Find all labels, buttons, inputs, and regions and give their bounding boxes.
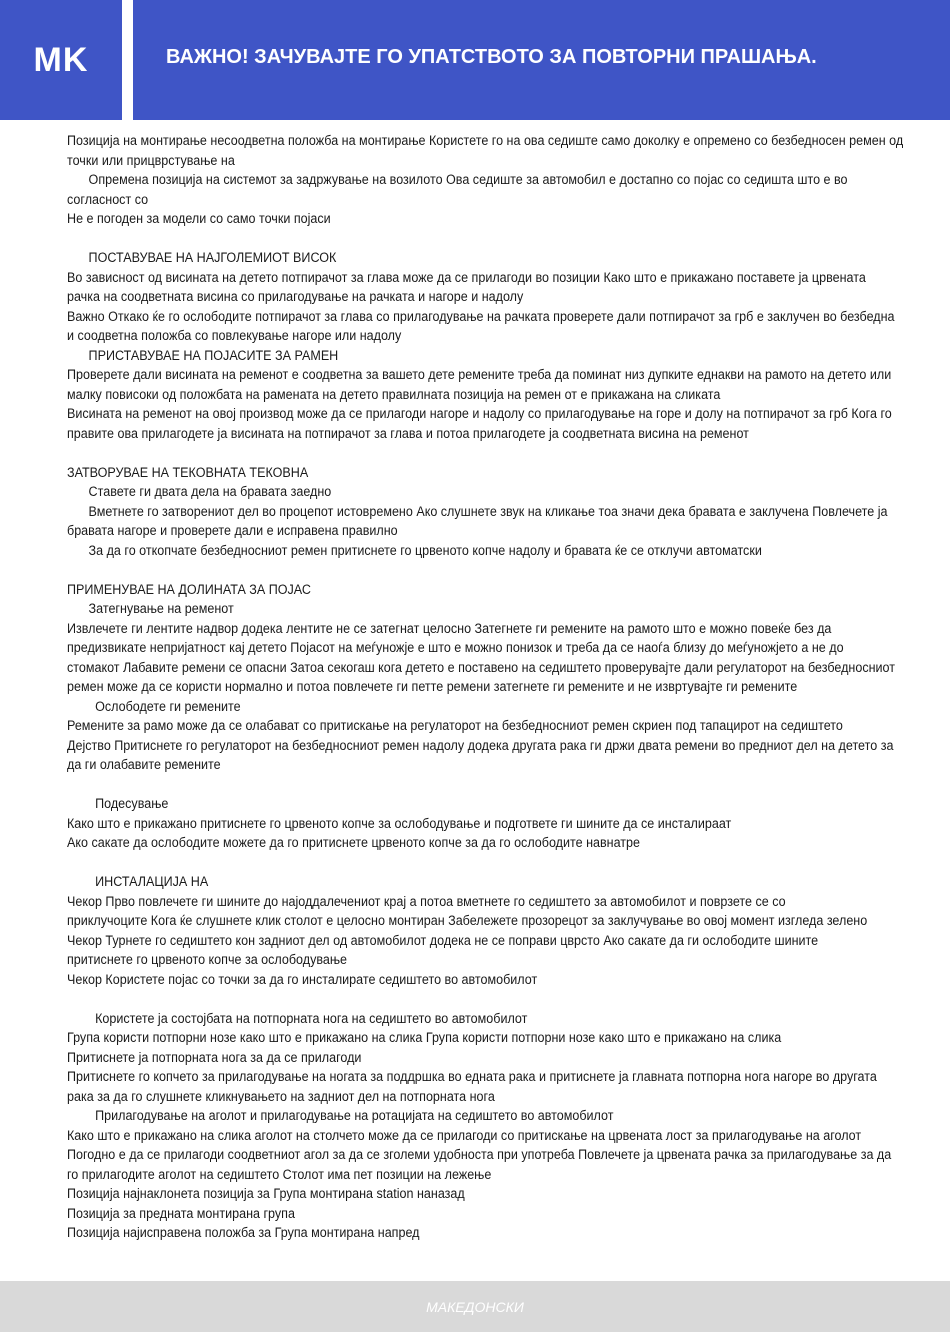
page-footer [0,1281,950,1332]
language-code: MK [33,40,89,79]
text-line: Позиција на монтирање несоодветна положба на монтирање Користете го на ова седиште само доколку е опремено со безбедносен ремен од [67,133,904,148]
text-line: Притиснете ја потпорната нога за да се прилагоди [67,1049,362,1065]
section-heading: ПОСТАВУВАЕ НА НАЈГОЛЕМИОТ ВИСОК [88,250,337,265]
subheading: Користете ја состојбата на потпорната нога на седиштето во автомобилот [95,1010,528,1026]
subheading: Подесување [95,796,169,811]
text-line: предизвикате непријатност кај детето Појасот на меѓуножје е што е можно понизок и треба да се наоѓа близу до меѓуножјето а не до [67,640,844,655]
text-line: Вметнете го затворениот дел во процепот истовремено Ако слушнете звук на кликање тоа значи дека бравата е заклучена Повлечете ја [88,503,888,519]
section-heading: ПРИСТАВУВАЕ НА ПОЈАСИТЕ ЗА РАМЕН [88,347,339,363]
text-line: точки или прицврстување на [67,152,235,168]
section-heading: ИНСТАЛАЦИЈА НА [95,874,209,889]
text-line: да ги олабавите ремените [67,757,221,772]
text-line: и соодветна положба со повлекување нагоре или надолу [67,328,402,343]
text-line: Група користи потпорни нозе како што е прикажано на слика Група користи потпорни нозе како што е прикажано на слика [67,1030,782,1045]
text-line: Висината на ременот на овој производ може да се прилагоди нагоре и надолу со прилагодување на горе и долу на потпирачот за грб Кога го [67,406,892,421]
text-line: Не е погоден за модели со само точки појаси [67,211,331,226]
text-line: Во зависност од висината на детето потпирачот за глава може да се прилагоди во позиции Како што е прикажано поставете ја црвената [67,269,866,285]
text-line: бравата нагоре и проверете дали е исправена правилно [67,523,398,538]
text-line: Позиција за предната монтирана група [67,1205,295,1221]
text-line: Како што е прикажано на слика аголот на столчето може да се прилагоди со притискање на црвената лост за прилагодување на аголот [67,1127,862,1143]
instructions-body [67,131,904,1243]
page-title: ВАЖНО! ЗАЧУВАЈТЕ ГО УПАТСТВОТО ЗА ПОВТОРНИ ПРАШАЊА. [166,45,817,68]
text-line: правите ова прилагодете ја висината на потпирачот за глава и потоа прилагодете ја соодветната висина на ременот [67,425,749,441]
text-line: рачка на соодветната висина со прилагодување на рачката и нагоре и надолу [67,289,524,304]
subheading: Ослободете ги ремените [95,698,241,714]
text-line: Извлечете ги лентите надвор додека лентите не се затегнат целосно Затегнете ги ремените на рамото што е можно повеќе без да [67,620,832,636]
text-line: Важно Откако ќе го ослободите потпирачот за глава со прилагодување на рачката проверете дали потпирачот за грб е заклучен во безбедна [67,308,895,324]
section-heading: ПРИМЕНУВАЕ НА ДОЛИНАТА ЗА ПОЈАС [67,581,311,597]
text-line: Проверете дали висината на ременот е соодветна за вашето дете ремените треба да поминат низ дупките еднакви на рамото на детето или [67,367,892,382]
page-header [0,0,950,120]
text-line: го прилагодите аголот на седиштето Столот има пет позиции на лежење [67,1166,492,1182]
language-badge [0,0,122,120]
text-line: Ремените за рамо може да се олабават со притискање на регулаторот на безбедносниот ремен скриен под тапацирот на седиштето [67,718,843,733]
text-line: Погодно е да се прилагоди соодветниот агол за да се зголеми удобноста при употреба Повлечете ја црвената рачка за прилагодување за да [67,1147,892,1162]
text-line: стомакот Лабавите ремени се опасни Затоа секогаш кога детето е поставено на седиштето проверувајте дали регулаторот на безбедносниот [67,659,896,675]
text-line: рака за да го слушнете кликнувањето на задниот дел на потпорната нога [67,1088,495,1104]
section-heading: ЗАТВОРУВАЕ НА ТЕКОВНАТА ТЕКОВНА [67,464,309,480]
text-line: За да го откопчате безбедносниот ремен притиснете го црвеното копче надолу и бравата ќе се отклучи автоматски [88,542,762,558]
text-line: Ако сакате да ослободите можете да го притиснете црвеното копче за да го ослободите навнатре [67,835,640,850]
text-line: малку повисоки од положбата на рамената на детето правилната позиција на ремен от е прикажана на сликата [67,386,721,402]
text-line: согласност со [67,191,149,207]
text-line: Дејство Притиснете го регулаторот на безбедносниот ремен надолу додека другата рака ги држи двата ремени во предниот дел на детето за [67,737,894,753]
text-line: Позиција најнаклонета позиција за Група монтирана station наназад [67,1186,465,1201]
text-line: ремен може да се користи нормално и потоа повлечете ги петте ремени затегнете ги ремените и не извртувајте ги ремените [67,679,798,694]
text-line: Чекор Турнете го седиштето кон задниот дел од автомобилот додека не се поправи цврсто Ако сакате да ги ослободите шините [67,932,819,948]
text-line: Опремена позиција на системот за задржување на возилото Ова седиште за автомобил е достапно со појас со седишта што е во [88,172,848,187]
footer-language-label: МАКЕДОНСКИ [426,1298,524,1315]
subheading: Затегнување на ременот [88,601,234,616]
title-banner [133,0,950,120]
text-line: приклучоците Кога ќе слушнете клик столот е целосно монтиран Забележете прозорецот за заклучување во овој момент изгледа зелено [67,913,868,928]
text-line: Позиција најисправена положба за Група монтирана напред [67,1225,420,1240]
text-line: Чекор Прво повлечете ги шините до најоддалечениот крај а потоа вметнете го седиштето за автомобилот и поврзете се со [67,893,786,909]
text-line: притиснете го црвеното копче за ослободување [67,952,348,967]
subheading: Прилагодување на аголот и прилагодување на ротацијата на седиштето во автомобилот [95,1108,614,1123]
text-line: Како што е прикажано притиснете го црвеното копче за ослободување и подгответе ги шините да се инсталираат [67,815,732,831]
text-line: Ставете ги двата дела на бравата заедно [88,484,332,499]
text-line: Чекор Користете појас со точки за да го инсталирате седиштето во автомобилот [67,971,538,987]
text-line: Притиснете го копчето за прилагодување на ногата за поддршка во едната рака и притиснете ја главната потпорна нога нагоре во другата [67,1069,877,1084]
